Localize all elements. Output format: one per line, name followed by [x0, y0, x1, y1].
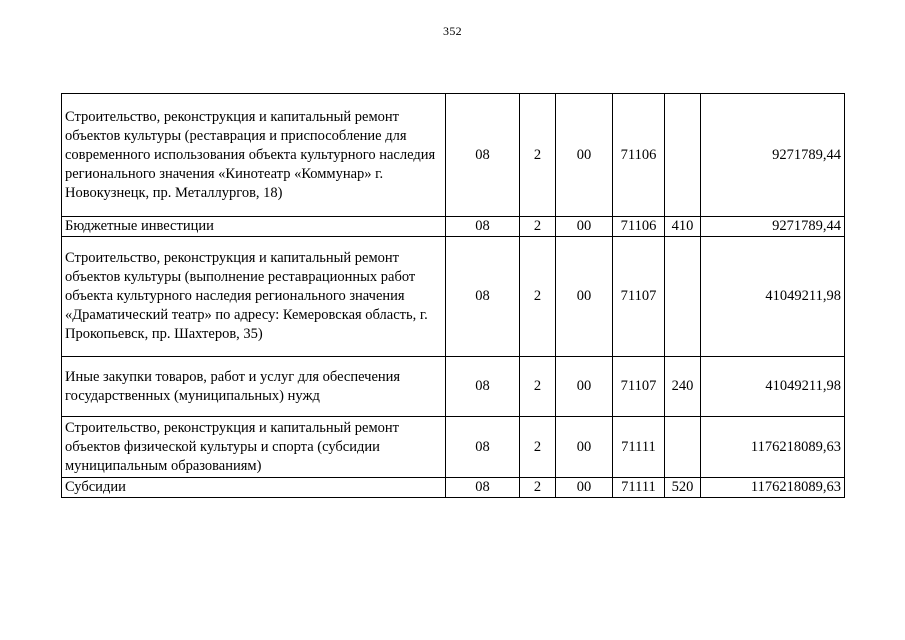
direction-code: 71111	[613, 417, 665, 478]
section-code: 08	[446, 94, 520, 217]
row-description: Строительство, реконструкция и капитальный ремонт объектов культуры (реставрация и приспособление для современного использования объекта культурного наследия регионального значения «Кинотеатр «Коммунар» г. Новокузнецк, пр. Металлургов, 18)	[62, 94, 446, 217]
direction-code: 71106	[613, 94, 665, 217]
row-description: Субсидии	[62, 478, 446, 498]
subsection-code: 2	[520, 417, 556, 478]
program-code: 00	[556, 357, 613, 417]
section-code: 08	[446, 217, 520, 237]
amount: 41049211,98	[701, 357, 845, 417]
subsection-code: 2	[520, 357, 556, 417]
amount: 1176218089,63	[701, 478, 845, 498]
subsection-code: 2	[520, 217, 556, 237]
table-row	[62, 417, 845, 478]
table-row	[62, 217, 845, 237]
program-code: 00	[556, 237, 613, 357]
section-code: 08	[446, 478, 520, 498]
row-description: Иные закупки товаров, работ и услуг для обеспечения государственных (муниципальных) нужд	[62, 357, 446, 417]
section-code: 08	[446, 417, 520, 478]
row-description: Строительство, реконструкция и капитальный ремонт объектов физической культуры и спорта (субсидии муниципальным образованиям)	[62, 417, 446, 478]
amount: 41049211,98	[701, 237, 845, 357]
subsection-code: 2	[520, 237, 556, 357]
program-code: 00	[556, 417, 613, 478]
program-code: 00	[556, 217, 613, 237]
table-row	[62, 357, 845, 417]
expense-type-code	[665, 237, 701, 357]
budget-table	[61, 93, 845, 498]
subsection-code: 2	[520, 478, 556, 498]
direction-code: 71106	[613, 217, 665, 237]
program-code: 00	[556, 478, 613, 498]
row-description: Бюджетные инвестиции	[62, 217, 446, 237]
section-code: 08	[446, 357, 520, 417]
table-row	[62, 94, 845, 217]
amount: 9271789,44	[701, 217, 845, 237]
direction-code: 71107	[613, 357, 665, 417]
expense-type-code: 520	[665, 478, 701, 498]
expense-type-code: 240	[665, 357, 701, 417]
amount: 1176218089,63	[701, 417, 845, 478]
section-code: 08	[446, 237, 520, 357]
expense-type-code: 410	[665, 217, 701, 237]
row-description: Строительство, реконструкция и капитальный ремонт объектов культуры (выполнение реставрационных работ объекта культурного наследия регионального значения «Драматический театр» по адресу: Кемеровская область, г. Прокопьевск, пр. Шахтеров, 35)	[62, 237, 446, 357]
table-row	[62, 237, 845, 357]
direction-code: 71111	[613, 478, 665, 498]
program-code: 00	[556, 94, 613, 217]
direction-code: 71107	[613, 237, 665, 357]
expense-type-code	[665, 417, 701, 478]
table-row	[62, 478, 845, 498]
page-number: 352	[443, 24, 462, 38]
expense-type-code	[665, 94, 701, 217]
subsection-code: 2	[520, 94, 556, 217]
amount: 9271789,44	[701, 94, 845, 217]
